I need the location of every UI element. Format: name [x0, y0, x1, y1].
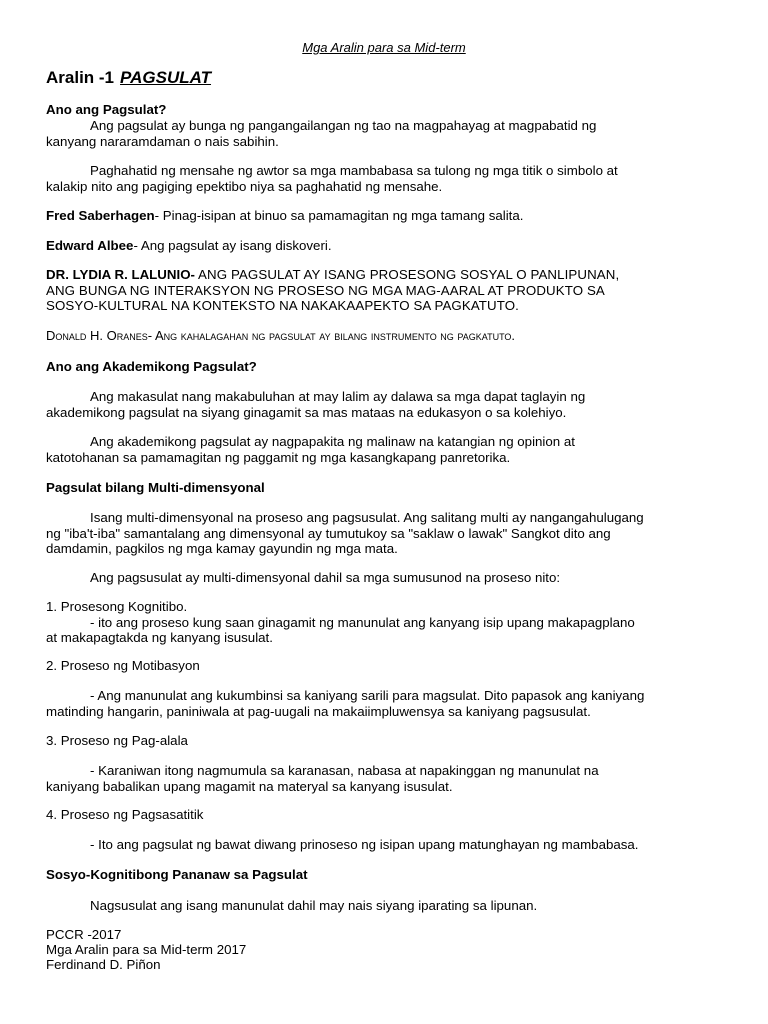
definition-text: ANG BUNGA NG INTERAKSYON NG PROSESO NG MGA MAG-AARAL AT PRODUKTO SA: [46, 282, 605, 298]
text-line: katotohanan sa pamamagitan ng paggamit ng mga kasangkapang panretorika.: [46, 449, 511, 465]
definition-text: SOSYO-KULTURAL NA KONTEKSTO NA NAKAKAAPEKTO SA PAGKATUTO.: [46, 298, 519, 313]
definition-donald: Donald H. Oranes- Ang kahalagahan ng pagsulat ay bilang instrumento ng pagkatuto.: [46, 328, 516, 343]
text-line: Ang pagsulat ay bunga ng pangangailangan ng tao na magpahayag at magpabatid ng: [90, 118, 597, 133]
paragraph: [46, 434, 722, 465]
footer-line: Mga Aralin para sa Mid-term 2017: [46, 942, 247, 957]
text-line: - ito ang proseso kung saan ginagamit ng manunulat ang kanyang isip upang makapagplano: [90, 614, 635, 630]
list-item-title: 3. Proseso ng Pag-alala: [46, 733, 188, 748]
lesson-name: PAGSULAT: [120, 68, 212, 87]
paragraph: [46, 163, 722, 194]
text-line: damdamin, pagkilos ng mga kamay gayundin ng mga mata.: [46, 541, 398, 556]
list-item-title: 4. Proseso ng Pagsasatitik: [46, 807, 204, 822]
text-line: - Ang manunulat ang kukumbinsi sa kaniyang sarili para magsulat. Dito papasok ang kaniyang: [90, 688, 645, 703]
list-item: [46, 763, 722, 794]
text-line: matinding hangarin, paniniwala at pag-uugali na makaiimpluwensya sa kaniyang pagsusulat.: [46, 703, 591, 719]
list-item-title: 2. Proseso ng Motibasyon: [46, 658, 200, 673]
list-item: [46, 599, 722, 646]
paragraph: Ang pagsusulat ay multi-dimensyonal dahil sa mga sumusunod na proseso nito:: [90, 570, 561, 585]
text-line: at makapagtakda ng kanyang isusulat.: [46, 630, 273, 645]
footer-line: Ferdinand D. Piñon: [46, 957, 161, 972]
definition-text: - Ang pagsulat ay isang diskoveri.: [133, 238, 332, 253]
list-item-title: 1. Prosesong Kognitibo.: [46, 599, 188, 614]
text-line: ng "iba't-iba" samantalang ang dimensyonal ay tumutukoy sa "saklaw o lawak" Sangkot dito ang: [46, 525, 611, 541]
text-line: - Karaniwan itong nagmumula sa karanasan, nabasa at napakinggan ng manunulat na: [90, 763, 599, 778]
text-line: Isang multi-dimensyonal na proseso ang pagsusulat. Ang salitang multi ay nangangahulugang: [90, 510, 644, 525]
author-name: Edward Albee: [46, 238, 134, 253]
footer-line: PCCR -2017: [46, 927, 122, 942]
text-line: akademikong pagsulat na siyang ginagamit sa mas mataas na edukasyon o sa kolehiyo.: [46, 404, 567, 420]
definition-text: - Pinag-isipan at binuo sa pamamagitan ng mga tamang salita.: [154, 208, 524, 223]
definition-fred: [46, 208, 722, 224]
definition-lydia: [46, 267, 722, 314]
text-line: kalakip nito ang pagiging epektibo niya sa paghahatid ng mensahe.: [46, 178, 443, 194]
paragraph: Nagsusulat ang isang manunulat dahil may nais siyang iparating sa lipunan.: [90, 898, 538, 913]
author-name: DR. LYDIA R. LALUNIO-: [46, 267, 195, 282]
text-line: Ang makasulat nang makabuluhan at may lalim ay dalawa sa mga dapat taglayin ng: [90, 389, 586, 404]
paragraph: [46, 118, 722, 149]
lesson-heading: [46, 70, 722, 86]
text-line: kaniyang babalikan upang magamit na materyal sa kanyang isusulat.: [46, 778, 453, 794]
text-line: kanyang nararamdaman o nais sabihin.: [46, 133, 279, 149]
paragraph: [46, 389, 722, 420]
heading-sosyo-kognitibo: Sosyo-Kognitibong Pananaw sa Pagsulat: [46, 867, 308, 882]
heading-multi-dimensyonal: Pagsulat bilang Multi-dimensyonal: [46, 480, 265, 495]
text-line: - Ito ang pagsulat ng bawat diwang prinoseso ng isipan upang matunghayan ng mambabasa.: [90, 837, 639, 852]
heading-ano-ang-pagsulat: Ano ang Pagsulat?: [46, 102, 167, 117]
footer: [46, 927, 722, 972]
definition-text: ANG PAGSULAT AY ISANG PROSESONG SOSYAL O PANLIPUNAN,: [194, 267, 620, 282]
page-title: Mga Aralin para sa Mid-term: [302, 40, 466, 55]
text-line: Paghahatid ng mensahe ng awtor sa mga mambabasa sa tulong ng mga titik o simbolo at: [90, 163, 618, 178]
text-line: Ang akademikong pagsulat ay nagpapakita ng malinaw na katangian ng opinion at: [90, 434, 575, 449]
lesson-prefix: Aralin -1: [46, 68, 115, 87]
heading-akademikong-pagsulat: Ano ang Akademikong Pagsulat?: [46, 359, 257, 374]
author-name: Fred Saberhagen: [46, 208, 155, 223]
definition-edward: [46, 238, 722, 254]
paragraph: [46, 510, 722, 557]
list-item: [46, 688, 722, 719]
